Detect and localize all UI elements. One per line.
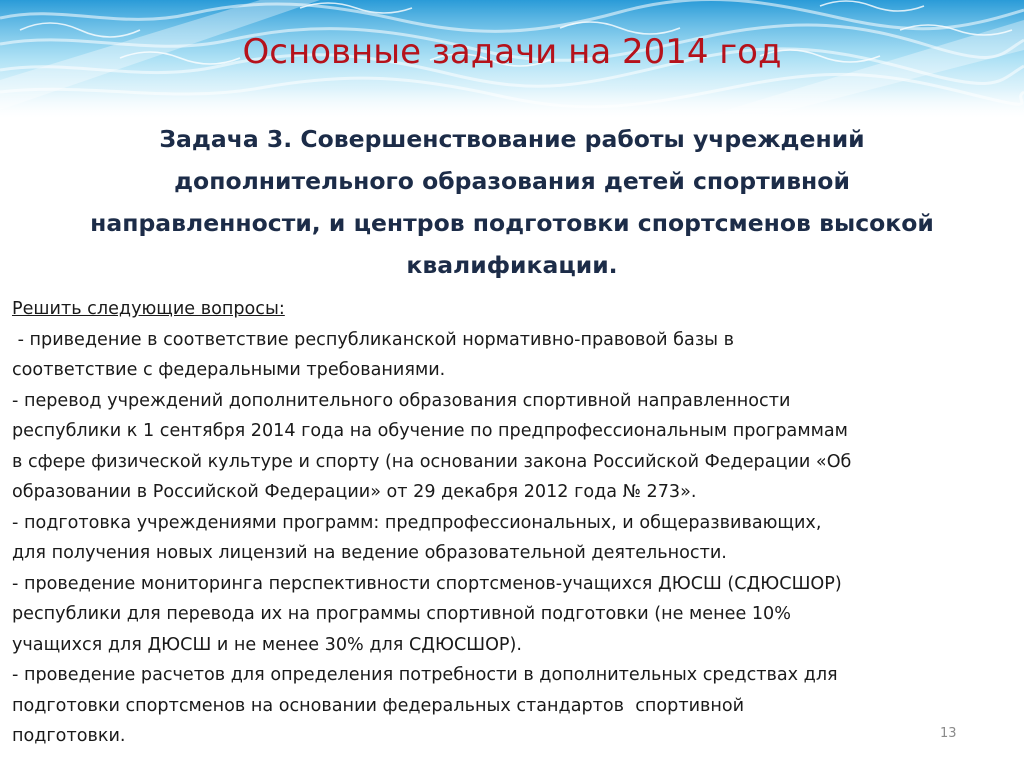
body-line: - приведение в соответствие республиканской нормативно-правовой базы в bbox=[12, 329, 735, 350]
task-heading-line: направленности, и центров подготовки спортсменов высокой bbox=[90, 209, 934, 237]
body-line: соответствие с федеральными требованиями. bbox=[12, 360, 446, 380]
issues-subheading: Решить следующие вопросы: bbox=[12, 299, 285, 319]
slide-title: Основные задачи на 2014 год bbox=[242, 32, 782, 72]
body-line: - подготовка учреждениями программ: предпрофессиональных, и общеразвивающих, bbox=[12, 512, 822, 533]
task-heading-line: Задача 3. Совершенствование работы учреждений bbox=[159, 125, 865, 153]
body-line: в сфере физической культуре и спорту (на основании закона Российской Федерации «Об bbox=[12, 451, 852, 472]
body-line: учащихся для ДЮСШ и не менее 30% для СДЮСШОР). bbox=[12, 634, 522, 655]
body-line: образовании в Российской Федерации» от 29 декабря 2012 года № 273». bbox=[12, 482, 697, 502]
body-line: для получения новых лицензий на ведение образовательной деятельности. bbox=[12, 543, 727, 563]
page-number: 13 bbox=[940, 726, 957, 741]
body-line: республики для перевода их на программы спортивной подготовки (не менее 10% bbox=[12, 604, 791, 624]
body-line: подготовки. bbox=[12, 726, 126, 746]
body-line: - перевод учреждений дополнительного образования спортивной направленности bbox=[12, 390, 791, 411]
body-line: республики к 1 сентября 2014 года на обучение по предпрофессиональным программам bbox=[12, 421, 848, 441]
body-line: - проведение расчетов для определения потребности в дополнительных средствах для bbox=[12, 665, 838, 685]
task-body bbox=[12, 294, 1012, 752]
task-heading bbox=[20, 118, 1004, 286]
task-heading-line: дополнительного образования детей спортивной bbox=[174, 167, 850, 195]
body-line: подготовки спортсменов на основании федеральных стандартов спортивной bbox=[12, 695, 745, 716]
task-heading-line: квалификации. bbox=[406, 251, 618, 279]
body-line: - проведение мониторинга перспективности спортсменов-учащихся ДЮСШ (СДЮСШОР) bbox=[12, 573, 842, 594]
